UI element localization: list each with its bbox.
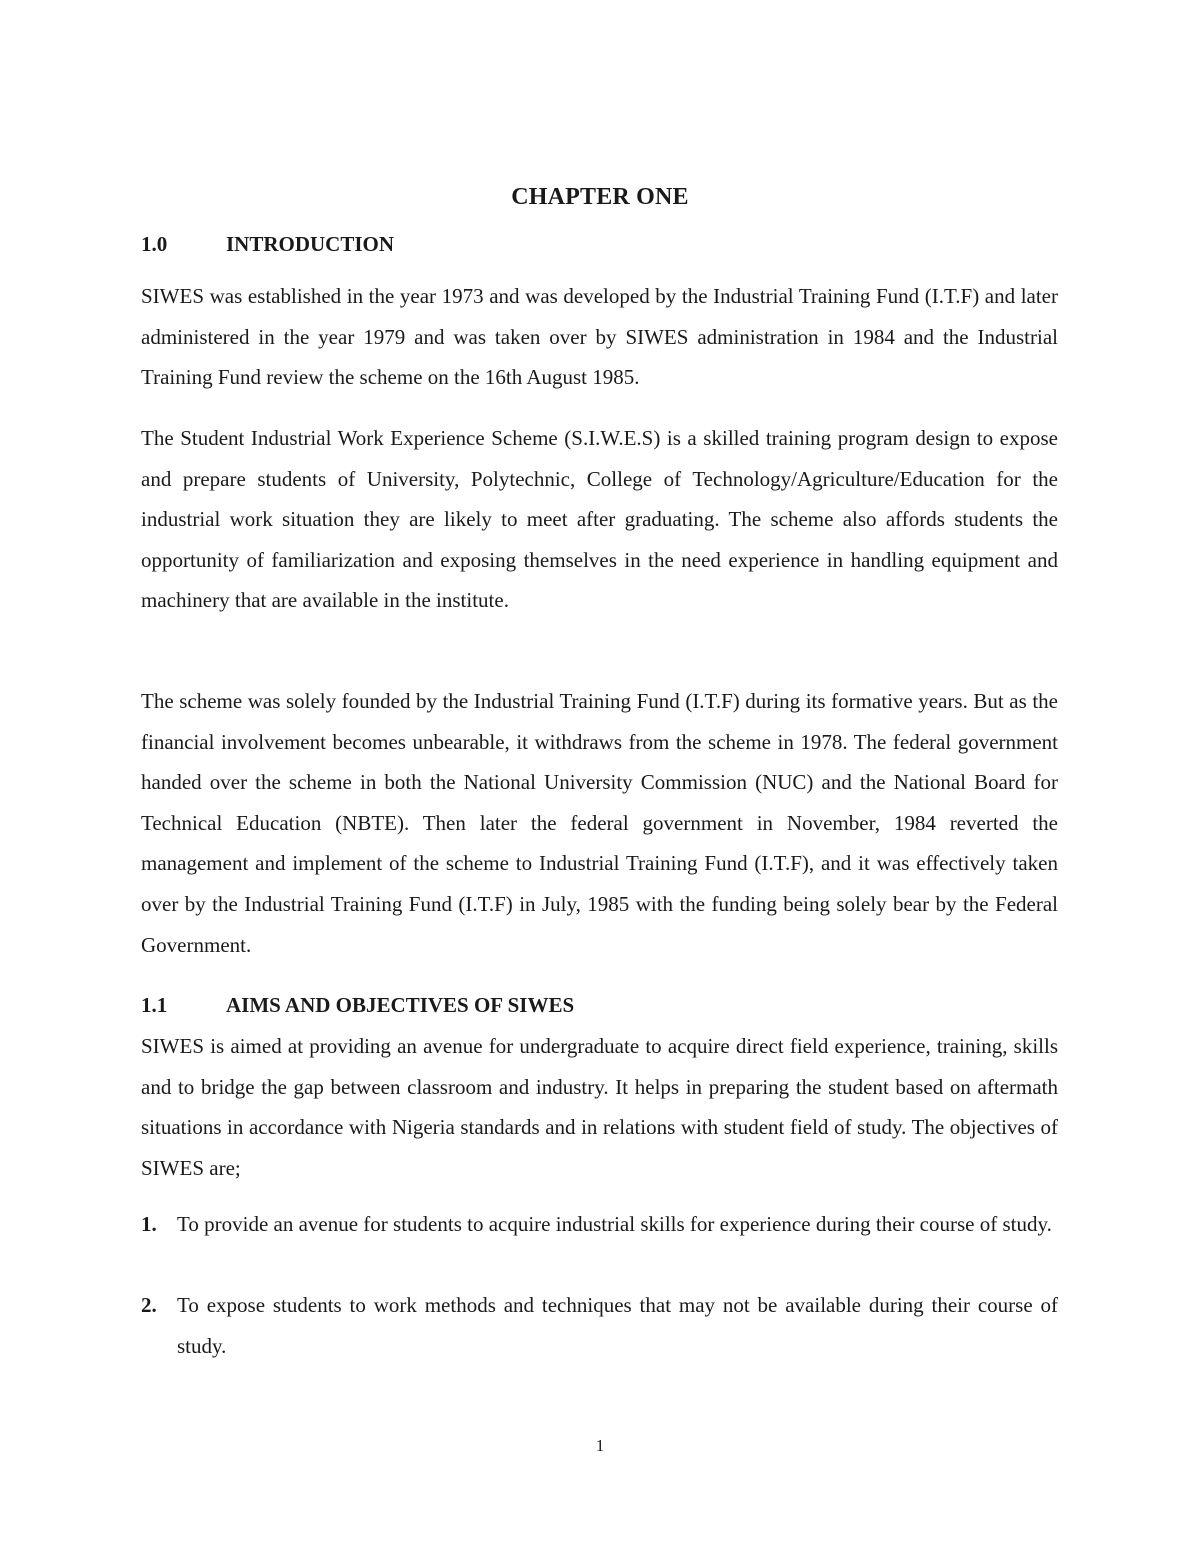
section-number: 1.0 (141, 232, 168, 256)
section-heading-introduction (141, 232, 394, 257)
list-item-text: To expose students to work methods and techniques that may not be available during their course of study. (177, 1293, 1058, 1358)
list-marker: 1. (141, 1212, 157, 1236)
list-item-text: To provide an avenue for students to acquire industrial skills for experience during their course of study. (177, 1212, 1052, 1236)
intro-paragraph-1: SIWES was established in the year 1973 and was developed by the Industrial Training Fund (I.T.F) and later administered in the year 1979 and was taken over by SIWES administration in 1984 and the Industrial Training Fund review the scheme on the 16th August 1985. (141, 284, 1058, 390)
section-title: AIMS AND OBJECTIVES OF SIWES (226, 993, 575, 1017)
page-number: 1 (595, 1436, 605, 1455)
section-title: INTRODUCTION (226, 232, 395, 256)
objective-item-1 (141, 1204, 1058, 1245)
section-number: 1.1 (141, 993, 168, 1017)
chapter-title: CHAPTER ONE (511, 184, 689, 210)
list-marker: 2. (141, 1293, 157, 1317)
section-heading-aims (141, 993, 574, 1018)
intro-paragraph-3: The scheme was solely founded by the Industrial Training Fund (I.T.F) during its formative years. But as the financial involvement becomes unbearable, it withdraws from the scheme in 1978. The federal government handed over the scheme in both the National University Commission (NUC) and the National Board for Technical Education (NBTE). Then later the federal government in November, 1984 reverted the management and implement of the scheme to Industrial Training Fund (I.T.F), and it was effectively taken over by the Industrial Training Fund (I.T.F) in July, 1985 with the funding being solely bear by the Federal Government. (141, 689, 1058, 957)
intro-paragraph-2: The Student Industrial Work Experience Scheme (S.I.W.E.S) is a skilled training program design to expose and prepare students of University, Polytechnic, College of Technology/Agriculture/Education for the industrial work situation they are likely to meet after graduating. The scheme also affords students the opportunity of familiarization and exposing themselves in the need experience in handling equipment and machinery that are available in the institute. (141, 426, 1058, 613)
aims-paragraph: SIWES is aimed at providing an avenue for undergraduate to acquire direct field experience, training, skills and to bridge the gap between classroom and industry. It helps in preparing the student based on aftermath situations in accordance with Nigeria standards and in relations with student field of study. The objectives of SIWES are; (141, 1034, 1058, 1180)
objective-item-2 (141, 1285, 1058, 1366)
